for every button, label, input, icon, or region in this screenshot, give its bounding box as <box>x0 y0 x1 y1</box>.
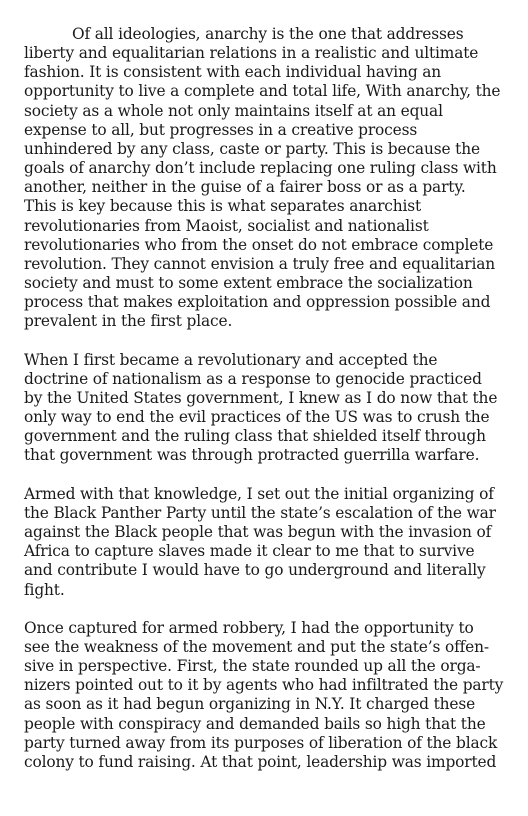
text-line: only way to end the evil practices of the US was to crush the <box>24 408 490 427</box>
text-line: colony to fund raising. At that point, leadership was imported <box>24 752 497 771</box>
text-line: Of all ideologies, anarchy is the one that addresses <box>72 25 464 43</box>
paragraph-1 <box>24 25 508 332</box>
text-line: the Black Panther Party until the state’s escalation of the war <box>24 503 496 522</box>
text-line: expense to all, but progresses in a creative process <box>24 120 418 139</box>
text-line: and contribute I would have to go underground and literally <box>24 561 486 580</box>
text-line: Africa to capture slaves made it clear to me that to survive <box>24 542 475 561</box>
text-line: society and must to some extent embrace the socialization <box>24 274 473 293</box>
text-line: Once captured for armed robbery, I had the opportunity to <box>24 618 474 637</box>
text-line: government and the ruling class that shielded itself through <box>24 427 486 446</box>
text-line: nizers pointed out to it by agents who had infiltrated the party <box>24 676 504 695</box>
text-line: revolutionaries from Maoist, socialist and nationalist <box>24 216 429 235</box>
text-line: revolution. They cannot envision a truly free and equalitarian <box>24 254 496 273</box>
text-line: another, neither in the guise of a fairer boss or as a party. <box>24 178 466 197</box>
text-line: fashion. It is consistent with each individual having an <box>24 63 442 82</box>
text-line: Armed with that knowledge, I set out the initial organizing of <box>24 484 494 503</box>
paragraph-4 <box>24 619 508 772</box>
text-line: liberty and equalitarian relations in a realistic and ultimate <box>24 44 479 63</box>
text-line: doctrine of nationalism as a response to genocide practiced <box>24 369 482 388</box>
text-line: fight. <box>24 580 65 599</box>
text-line: party turned away from its purposes of liberation of the black <box>24 733 498 752</box>
text-line: that government was through protracted guerrilla warfare. <box>24 446 480 465</box>
text-line: against the Black people that was begun with the invasion of <box>24 523 492 542</box>
document-page <box>24 25 508 772</box>
text-line: goals of anarchy don’t include replacing one ruling class with <box>24 159 497 178</box>
text-line: by the United States government, I knew as I do now that the <box>24 388 498 407</box>
text-line: revolutionaries who from the onset do not embrace complete <box>24 235 494 254</box>
text-line: When I first became a revolutionary and accepted the <box>24 350 438 369</box>
text-line: prevalent in the first place. <box>24 312 233 331</box>
text-line: unhindered by any class, caste or party. This is because the <box>24 139 480 158</box>
text-line: sive in perspective. First, the state rounded up all the orga- <box>24 657 481 676</box>
text-line: people with conspiracy and demanded bails so high that the <box>24 714 486 733</box>
text-line: process that makes exploitation and oppression possible and <box>24 293 491 312</box>
paragraph-3 <box>24 485 508 600</box>
text-line: This is key because this is what separates anarchist <box>24 197 422 216</box>
paragraph-2 <box>24 351 508 466</box>
text-line: society as a whole not only maintains itself at an equal <box>24 101 443 120</box>
text-line: as soon as it had begun organizing in N.Y. It charged these <box>24 695 476 714</box>
text-line: opportunity to live a complete and total life, With anarchy, the <box>24 82 501 101</box>
text-line: see the weakness of the movement and put the state’s offen- <box>24 637 489 656</box>
